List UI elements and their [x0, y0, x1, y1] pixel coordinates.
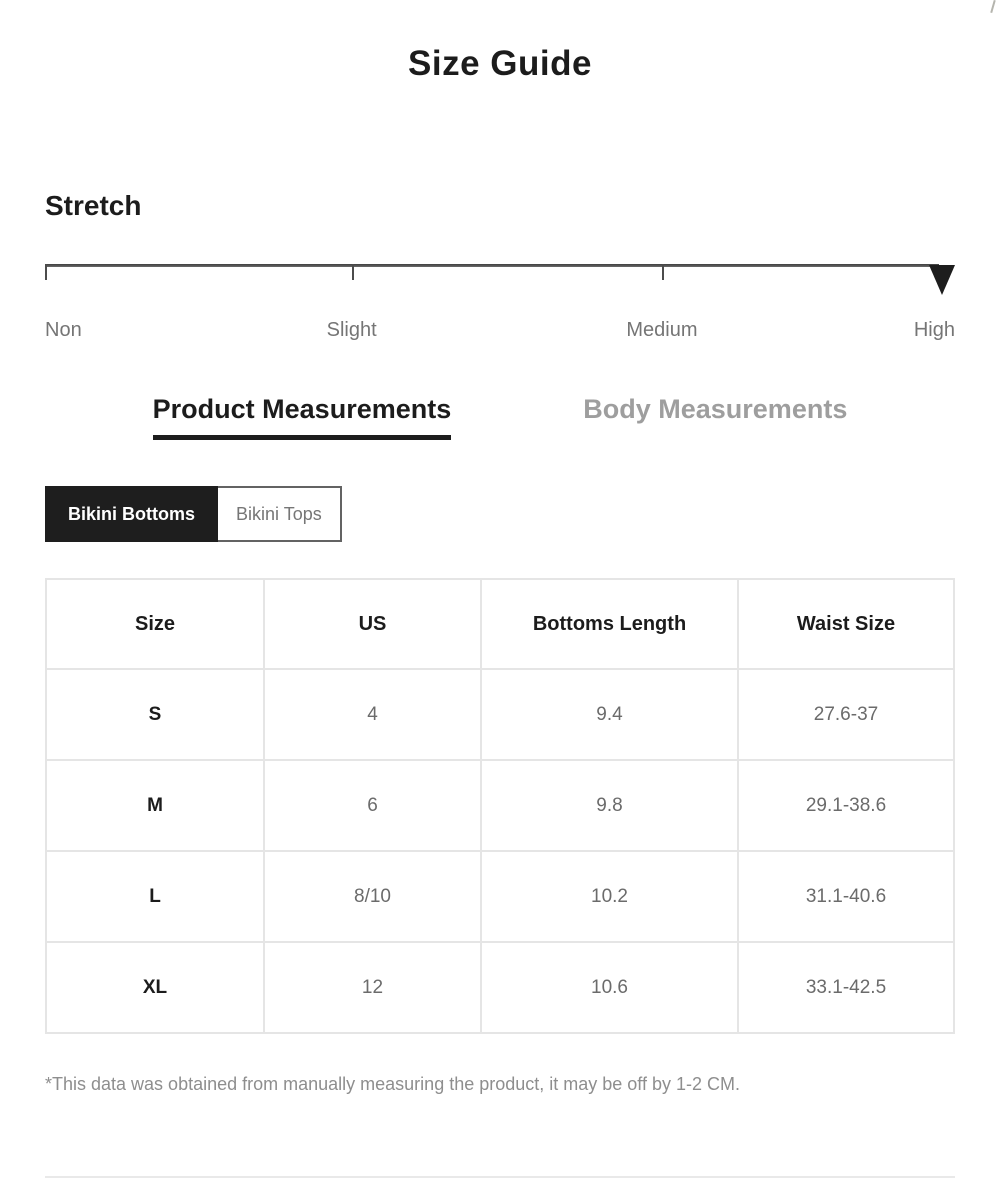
column-header-waist-size: Waist Size: [738, 579, 954, 669]
toggle-bikini-tops[interactable]: Bikini Tops: [218, 486, 342, 542]
cell-us: 12: [264, 942, 481, 1033]
cell-us: 8/10: [264, 851, 481, 942]
tab-body-measurements[interactable]: Body Measurements: [583, 394, 848, 424]
category-toggle: [45, 486, 955, 542]
column-header-bottoms-length: Bottoms Length: [481, 579, 738, 669]
cell-us: 6: [264, 760, 481, 851]
column-header-us: US: [264, 579, 481, 669]
tab-product-measurements[interactable]: Product Measurements: [153, 392, 452, 440]
stretch-scale-line: [45, 264, 939, 267]
page-title: Size Guide: [408, 44, 592, 83]
stretch-label-slight: Slight: [326, 319, 377, 341]
cell-waist-size: 31.1-40.6: [738, 851, 954, 942]
table-header-row: [46, 579, 954, 669]
stretch-scale: [45, 264, 955, 296]
size-measurements-table: [45, 578, 955, 1034]
table-row: [46, 669, 954, 760]
toggle-bikini-bottoms[interactable]: Bikini Bottoms: [45, 486, 218, 542]
table-row: [46, 851, 954, 942]
cell-waist-size: 27.6-37: [738, 669, 954, 760]
cell-waist-size: 29.1-38.6: [738, 760, 954, 851]
stretch-label-high: High: [913, 319, 955, 341]
measurement-disclaimer: *This data was obtained from manually measuring the product, it may be off by 1-2 CM.: [45, 1074, 741, 1094]
cell-bottoms-length: 9.4: [481, 669, 738, 760]
cell-size: M: [46, 760, 264, 851]
stretch-label-medium: Medium: [626, 319, 698, 341]
cell-size: S: [46, 669, 264, 760]
column-header-size: Size: [46, 579, 264, 669]
stretch-scale-labels: [45, 318, 955, 342]
stretch-tick-medium: [662, 264, 664, 280]
cell-size: XL: [46, 942, 264, 1033]
stretch-tick-non: [45, 264, 47, 280]
measurement-tabs: [0, 392, 1000, 440]
bottom-divider: [45, 1176, 955, 1178]
stretch-tick-slight: [352, 264, 354, 280]
cell-us: 4: [264, 669, 481, 760]
stretch-label-non: Non: [45, 319, 82, 341]
cell-bottoms-length: 9.8: [481, 760, 738, 851]
table-row: [46, 760, 954, 851]
cell-waist-size: 33.1-42.5: [738, 942, 954, 1033]
stretch-heading: Stretch: [45, 190, 142, 221]
table-row: [46, 942, 954, 1033]
cell-size: L: [46, 851, 264, 942]
cell-bottoms-length: 10.6: [481, 942, 738, 1033]
stretch-level-indicator-icon: [929, 265, 955, 295]
cell-bottoms-length: 10.2: [481, 851, 738, 942]
